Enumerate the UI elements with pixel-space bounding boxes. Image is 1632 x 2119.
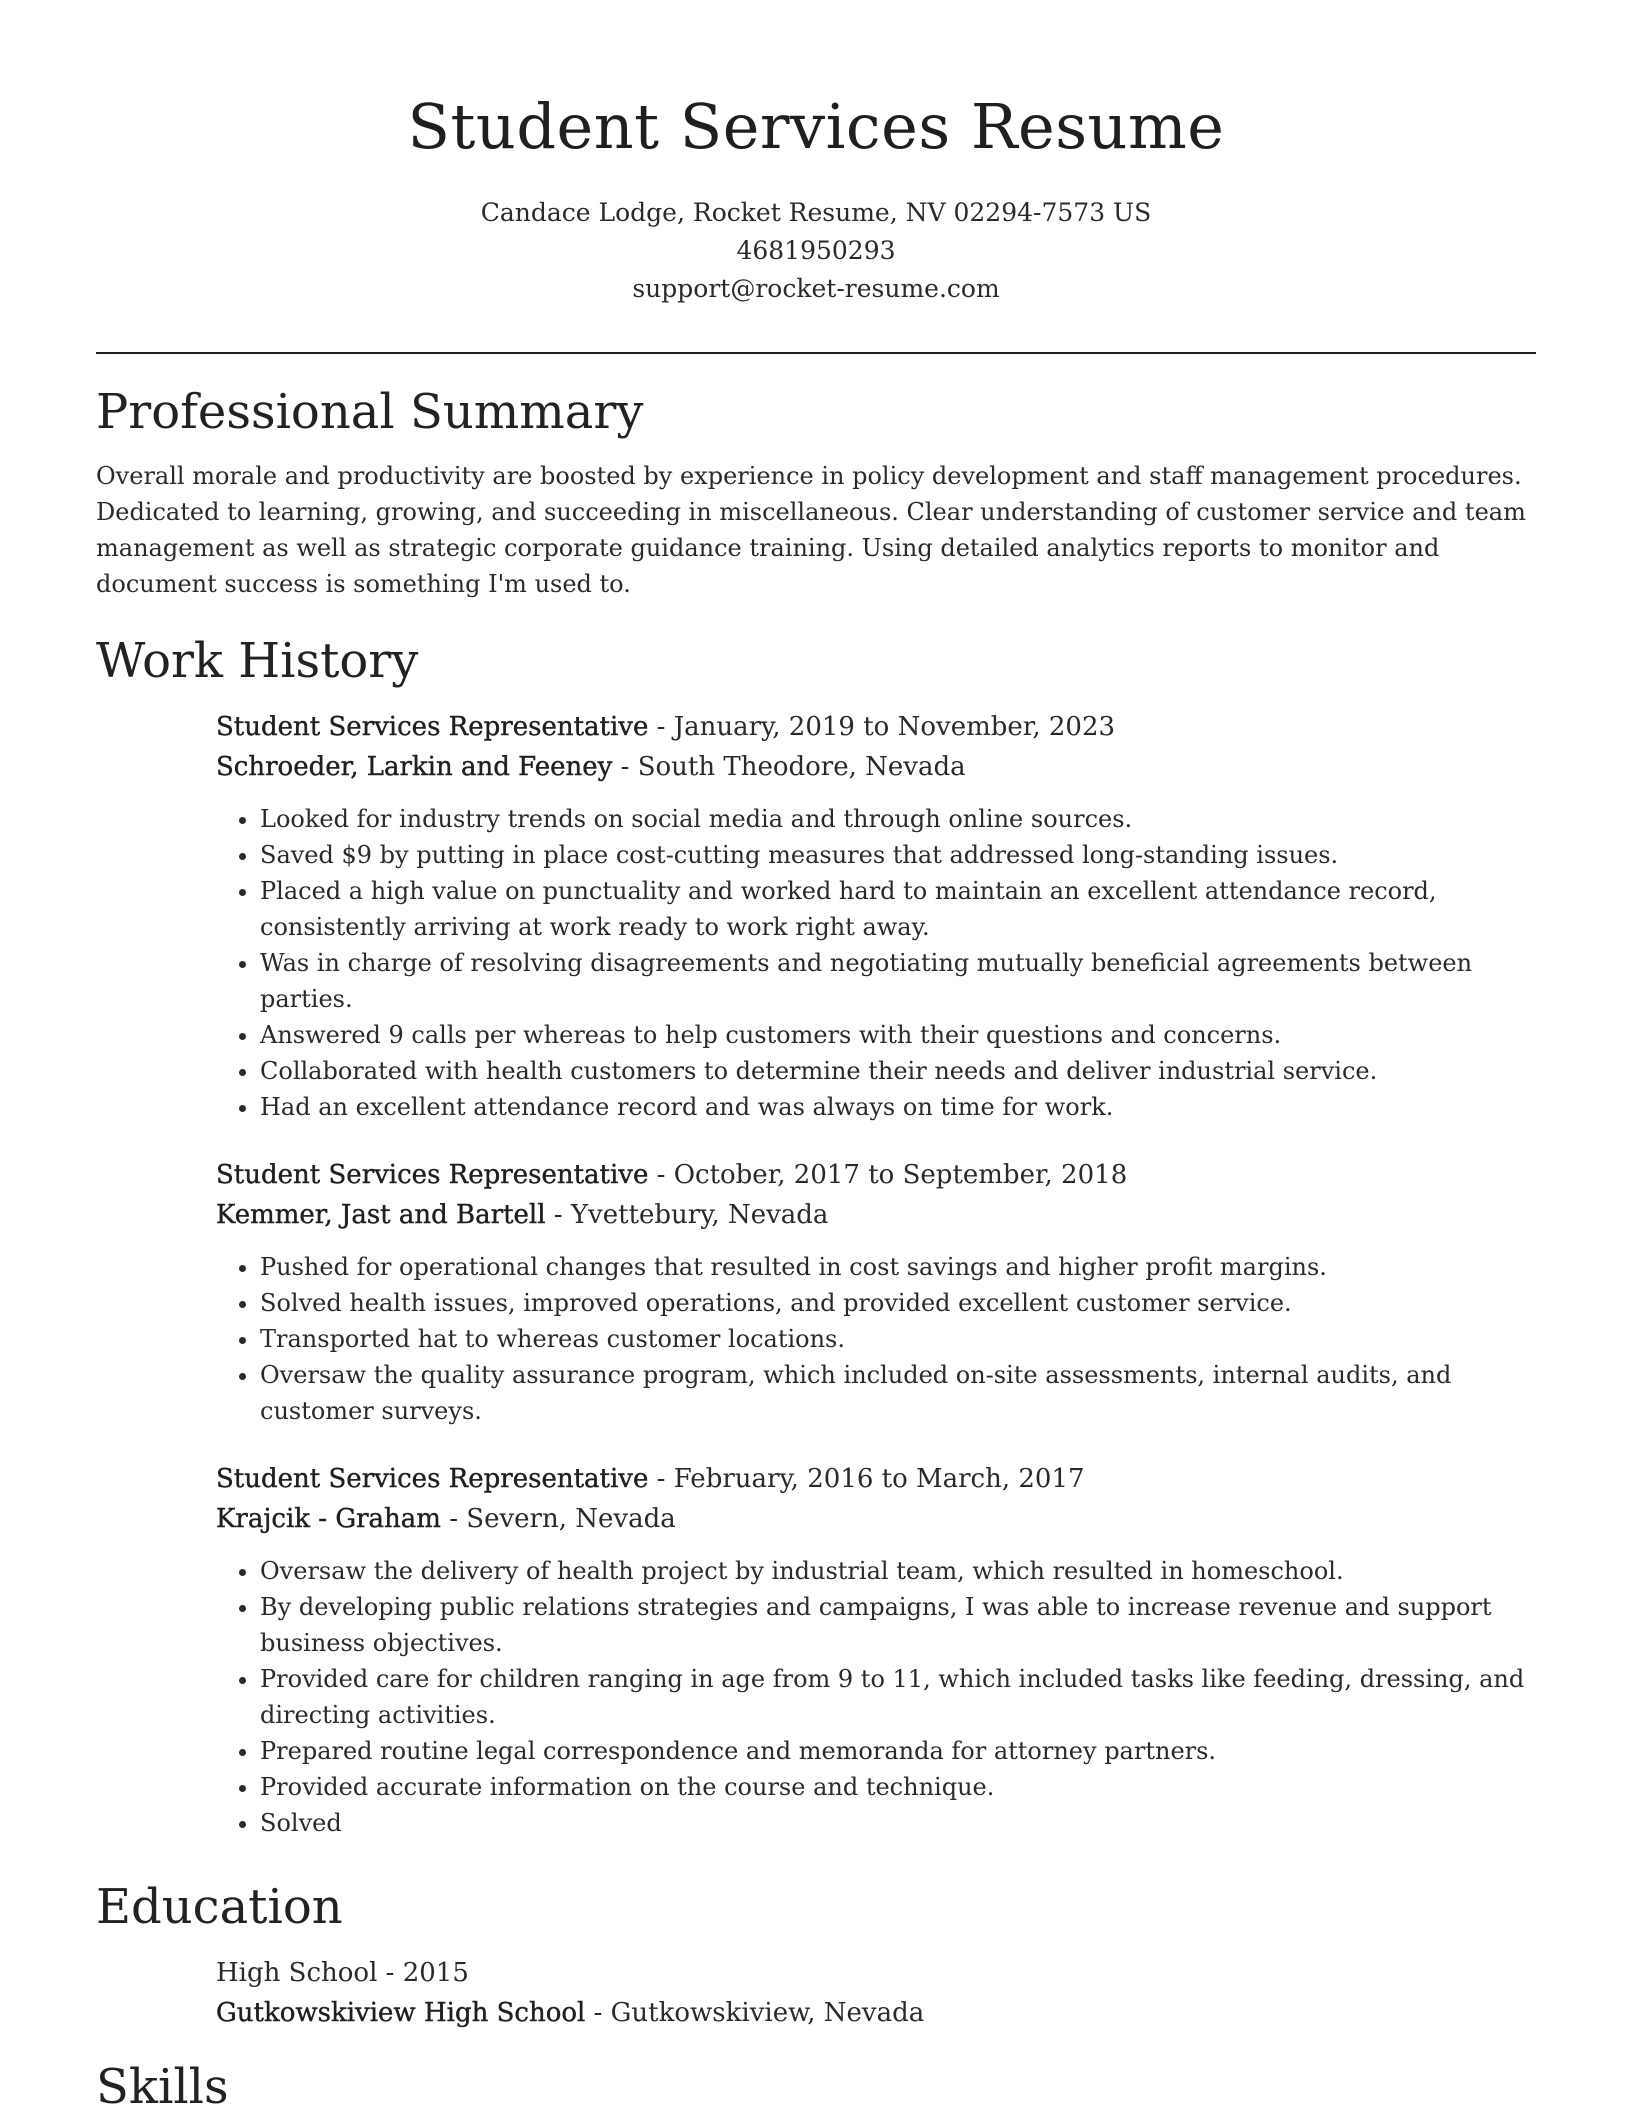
- job-dates: - October, 2017 to September, 2018: [648, 1160, 1128, 1190]
- job-bullet: • Was in charge of resolving disagreements and negotiating mutually beneficial agreements between parties.: [260, 945, 1536, 1017]
- education-section: [96, 1875, 1536, 2033]
- job-bullet: • Placed a high value on punctuality and worked hard to maintain an excellent attendance record, consistently arriving at work ready to work right away.: [260, 873, 1536, 945]
- job-company: Kemmer, Jast and Bartell: [216, 1200, 546, 1230]
- job-entry: [216, 1155, 1536, 1429]
- job-title-line: [216, 1155, 1536, 1195]
- job-bullet: • Transported hat to whereas customer locations.: [260, 1321, 1536, 1357]
- resume-title: Student Services Resume: [407, 90, 1225, 163]
- job-bullet: • Saved $9 by putting in place cost-cutting measures that addressed long-standing issues.: [260, 837, 1536, 873]
- job-bullet: • By developing public relations strategies and campaigns, I was able to increase revenue and support business objectives.: [260, 1589, 1536, 1661]
- resume-page: [96, 0, 1536, 2115]
- job-bullet: • Looked for industry trends on social media and through online sources.: [260, 801, 1536, 837]
- education-heading: Education: [96, 1879, 343, 1935]
- job-title-line: [216, 1459, 1536, 1499]
- job-company-line: [216, 1499, 1536, 1539]
- job-location: - Yvettebury, Nevada: [545, 1200, 829, 1230]
- job-dates: - January, 2019 to November, 2023: [648, 712, 1116, 742]
- contact-email: support@rocket-resume.com: [632, 274, 1000, 303]
- job-company-line: [216, 747, 1536, 787]
- job-company: Krajcik - Graham: [216, 1504, 441, 1534]
- job-company-line: [216, 1195, 1536, 1235]
- education-degree: High School: [216, 1958, 378, 1988]
- job-bullet: • Solved health issues, improved operations, and provided excellent customer service.: [260, 1285, 1536, 1321]
- summary-heading: Professional Summary: [96, 384, 644, 440]
- education-year: - 2015: [377, 1958, 469, 1988]
- job-location: - Severn, Nevada: [440, 1504, 676, 1534]
- job-bullet: • Had an excellent attendance record and was always on time for work.: [260, 1089, 1536, 1125]
- education-location: - Gutkowskiview, Nevada: [585, 1998, 925, 2028]
- education-school-line: [216, 1993, 1536, 2033]
- job-title: Student Services Representative: [216, 712, 649, 742]
- job-entry: [216, 707, 1536, 1125]
- header-divider: [96, 352, 1536, 354]
- job-bullet: • Pushed for operational changes that resulted in cost savings and higher profit margins.: [260, 1249, 1536, 1285]
- skills-heading: Skills: [96, 2059, 229, 2115]
- job-bullet: • Answered 9 calls per whereas to help customers with their questions and concerns.: [260, 1017, 1536, 1053]
- work-history-heading: Work History: [96, 633, 419, 689]
- job-title: Student Services Representative: [216, 1464, 649, 1494]
- job-title-line: [216, 707, 1536, 747]
- job-bullet: • Prepared routine legal correspondence and memoranda for attorney partners.: [260, 1733, 1536, 1769]
- education-degree-line: [216, 1953, 1536, 1993]
- work-history-section: [96, 629, 1536, 1871]
- contact-address: Candace Lodge, Rocket Resume, NV 02294-7573 US: [480, 198, 1152, 227]
- job-bullets: [216, 1553, 1536, 1841]
- job-bullet: • Solved: [260, 1805, 1536, 1841]
- skills-section: [96, 2055, 1536, 2119]
- job-bullets: [216, 1249, 1536, 1429]
- education-school: Gutkowskiview High School: [216, 1998, 586, 2028]
- job-bullet: • Oversaw the delivery of health project by industrial team, which resulted in homeschool.: [260, 1553, 1536, 1589]
- education-entry: [216, 1953, 1536, 2033]
- job-bullet: • Collaborated with health customers to determine their needs and deliver industrial service.: [260, 1053, 1536, 1089]
- job-bullet: • Provided accurate information on the course and technique.: [260, 1769, 1536, 1805]
- job-company: Schroeder, Larkin and Feeney: [216, 752, 613, 782]
- contact-block: [96, 194, 1536, 308]
- resume-header: [96, 0, 1536, 354]
- contact-phone: 4681950293: [736, 236, 896, 265]
- job-entry: [216, 1459, 1536, 1841]
- job-title: Student Services Representative: [216, 1160, 649, 1190]
- job-bullet: • Provided care for children ranging in age from 9 to 11, which included tasks like feeding, dressing, and directing activities.: [260, 1661, 1536, 1733]
- summary-section: [96, 380, 1536, 602]
- job-bullet: • Oversaw the quality assurance program, which included on-site assessments, internal audits, and customer surveys.: [260, 1357, 1536, 1429]
- job-dates: - February, 2016 to March, 2017: [648, 1464, 1085, 1494]
- jobs-list: [216, 707, 1536, 1841]
- job-bullets: [216, 801, 1536, 1125]
- summary-text: Overall morale and productivity are boosted by experience in policy development and staff management procedures. Dedicated to learning, growing, and succeeding in miscellaneous. Clear understanding of customer service and team management as well as strategic corporate guidance training. Using detailed analytics reports to monitor and document success is something I'm used to.: [96, 462, 1526, 598]
- job-location: - South Theodore, Nevada: [612, 752, 966, 782]
